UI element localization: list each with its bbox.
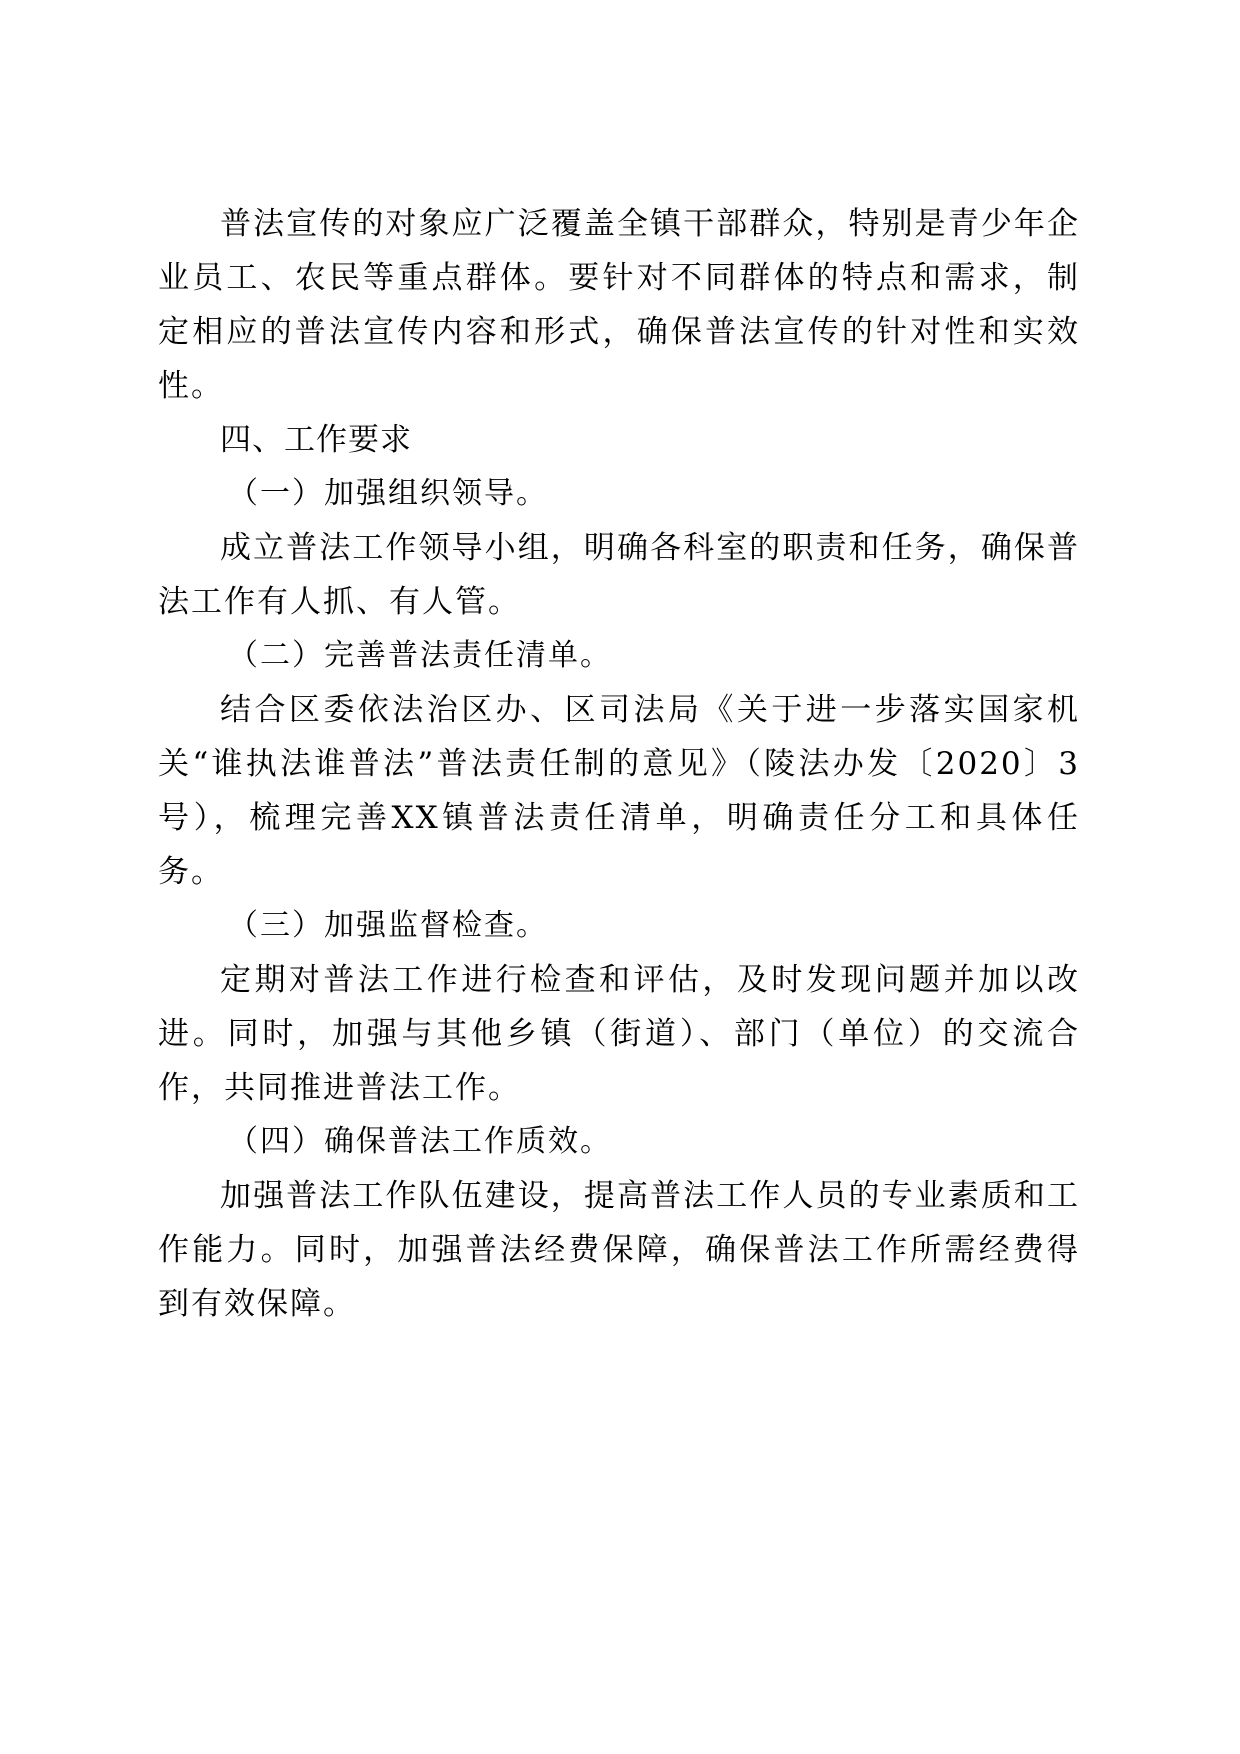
subsection-body-2: 结合区委依法治区办、区司法局《关于进一步落实国家机关“谁执法谁普法”普法责任制的意见》（陵法办发〔2020〕3号），梳理完善XX镇普法责任清单，明确责任分工和具体任务。 bbox=[158, 692, 1080, 890]
subsection-title-1: （一）加强组织领导。 bbox=[228, 476, 548, 511]
subsection-title-2: （二）完善普法责任清单。 bbox=[228, 638, 612, 673]
subsection-body-1: 成立普法工作领导小组，明确各科室的职责和任务，确保普法工作有人抓、有人管。 bbox=[158, 530, 1080, 620]
section-heading: 四、工作要求 bbox=[220, 422, 412, 458]
document-body bbox=[158, 197, 1080, 1331]
subsection-body-4: 加强普法工作队伍建设，提高普法工作人员的专业素质和工作能力。同时，加强普法经费保障，确保普法工作所需经费得到有效保障。 bbox=[158, 1178, 1080, 1322]
subsection-title-4: （四）确保普法工作质效。 bbox=[228, 1124, 612, 1159]
intro-paragraph: 普法宣传的对象应广泛覆盖全镇干部群众，特别是青少年企业员工、农民等重点群体。要针对不同群体的特点和需求，制定相应的普法宣传内容和形式，确保普法宣传的针对性和实效性。 bbox=[158, 206, 1080, 404]
subsection-body-3: 定期对普法工作进行检查和评估，及时发现问题并加以改进。同时，加强与其他乡镇（街道）、部门（单位）的交流合作，共同推进普法工作。 bbox=[158, 962, 1080, 1106]
subsection-title-3: （三）加强监督检查。 bbox=[228, 908, 548, 943]
